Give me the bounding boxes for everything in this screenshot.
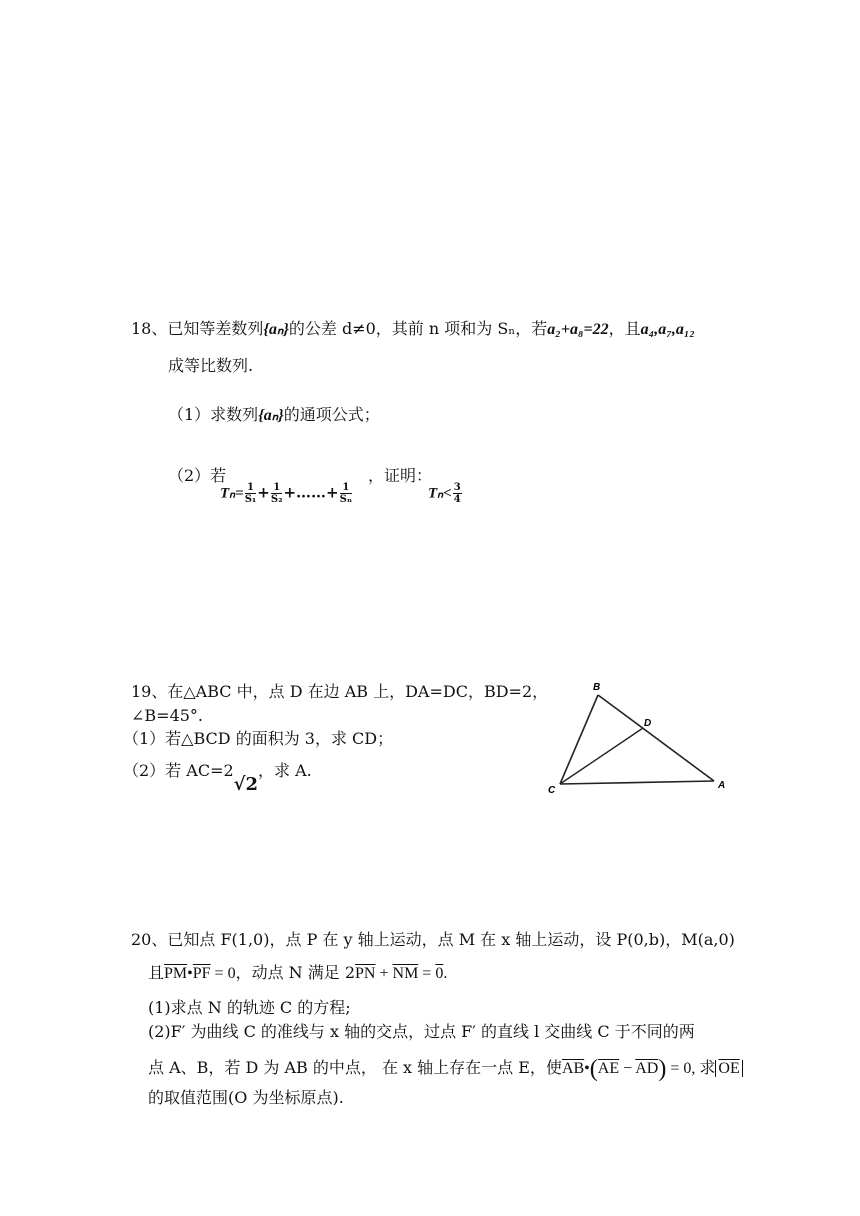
q19-part2 <box>123 760 312 795</box>
q19-part1: （1）若△BCD 的面积为 3，求 CD； <box>123 729 394 748</box>
q20-vector-OE: $\overline{OE}$ <box>718 1060 740 1077</box>
q18-frac-1-num: 1 <box>245 482 257 494</box>
q18-bound-frac <box>453 482 462 505</box>
q20-vector-AD: $\overline{AD}$ <box>635 1060 659 1077</box>
q18-frac-1 <box>245 482 257 505</box>
q18-sequence-symbol: {aₙ} <box>263 321 289 338</box>
q20-vector-AE: $\overline{AE}$ <box>597 1060 620 1077</box>
q20-plus: + <box>375 965 393 982</box>
q18-part2 <box>168 466 226 485</box>
q18-frac-n-den: Sₙ <box>339 494 353 505</box>
q20-part2-prefix: 点 A、B，若 D 为 AB 的中点， 在 x 轴上存在一点 E，使 <box>148 1058 562 1077</box>
q20-line1: 20、已知点 F(1,0)，点 P 在 y 轴上运动，点 M 在 x 轴上运动，设 P(0,b)，M(a,0) <box>131 930 735 949</box>
q18-part2-prove <box>368 466 432 485</box>
q20-vector-AB: $\overline{AB}$ <box>561 1060 585 1077</box>
q18-bound-den: 4 <box>453 494 461 505</box>
q18-part2-formula: Tₙ= $\frac{1}{\text{S₁}}$ + $\frac{1}{\text{S₂}}$ +……+ $\frac{1}{\text{Sₙ}}$ <box>220 482 353 505</box>
q20-part2-line3: 的取值范围(O 为坐标原点). <box>148 1088 344 1107</box>
q18-dots: +……+ <box>283 483 339 502</box>
q18-frac-2-den: S₂ <box>270 494 283 505</box>
q18-part1-prefix: （1）求数列 <box>168 405 259 424</box>
q18-geometric-terms: a₄,a₇,a₁₂ <box>640 321 695 338</box>
q18-frac-1-den: S₁ <box>244 494 257 505</box>
q19-line2: ∠B=45°. <box>131 706 204 725</box>
q20-part2-line1: (2)F′ 为曲线 C 的准线与 x 轴的交点，过点 F′ 的直线 l 交曲线 C 于不同的两 <box>148 1022 695 1041</box>
q18-part2-ineq <box>428 482 463 505</box>
label-A: A <box>718 780 726 791</box>
q18-prove-text: ，证明： <box>368 466 433 485</box>
q20-vector-PN: $\overline{PN}$ <box>355 965 376 982</box>
q20-eq2: = <box>418 965 436 982</box>
q19-line1: 19、在△ABC 中，点 D 在边 AB 上，DA=DC，BD=2， <box>131 682 549 701</box>
q19-sqrt-two: √2 <box>233 774 259 795</box>
q18-frac-2-num: 1 <box>271 482 283 494</box>
q20-line2 <box>148 963 447 983</box>
edge-CA <box>560 781 714 784</box>
q20-vector-NM: $\overline{NM}$ <box>392 965 419 982</box>
q20-and: 且 <box>148 963 165 982</box>
label-B: B <box>593 682 601 693</box>
q20-vector-PF: $\overline{PF}$ <box>192 965 211 982</box>
q18-sum-condition: a₂+a₈=22 <box>547 321 609 338</box>
q18-tn-symbol: Tₙ= <box>220 485 244 502</box>
q18-bound-num: 3 <box>453 482 461 493</box>
q19-part2-prefix: （2）若 AC=2 <box>123 761 234 780</box>
q18-part1-sequence-symbol: {aₙ} <box>258 407 284 424</box>
q18-line2: 成等比数列. <box>168 356 254 375</box>
q20-part2-expr: $\overline{AB}•(\overline{AE} - \overline{AD}) = 0$, 求 $\overline{OE}$ <box>562 1060 743 1077</box>
q20-part2-eq: = 0, 求 <box>666 1060 716 1077</box>
q18-condition-text: 的公差 d≠0，其前 n 项和为 Sₙ，若 <box>288 319 548 338</box>
edge-BA <box>598 695 714 781</box>
q20-part2-line2 <box>148 1055 743 1084</box>
q20-part1: (1)求点 N 的轨迹 C 的方程; <box>148 998 351 1017</box>
q20-eq1-end: = 0 <box>210 965 236 982</box>
q18-frac-n-num: 1 <box>340 482 352 494</box>
q20-zero-vector: 0 <box>435 965 444 982</box>
q18-intro-text: 18、已知等差数列 <box>131 319 264 338</box>
q18-part1-end: 的通项公式； <box>283 405 380 424</box>
q18-part1 <box>168 405 380 425</box>
q20-mid-text: ，动点 N 满足 2 <box>235 963 356 982</box>
q20-period: . <box>443 965 448 982</box>
q18-frac-n <box>340 482 352 505</box>
q18-ineq-symbol: Tₙ< <box>428 485 452 502</box>
triangle-diagram <box>540 676 740 796</box>
q20-vector-PM: $\overline{PM}$ <box>164 965 188 982</box>
label-C: C <box>548 785 556 796</box>
label-D: D <box>644 718 652 729</box>
q19-part2-end: ，求 A. <box>258 761 312 780</box>
q20-dot: • <box>187 965 193 982</box>
q18-frac-2 <box>271 482 283 505</box>
q18-and-text: ，且 <box>608 319 641 338</box>
q18-line1 <box>131 319 695 339</box>
q18-part2-prefix: （2）若 <box>168 466 227 485</box>
